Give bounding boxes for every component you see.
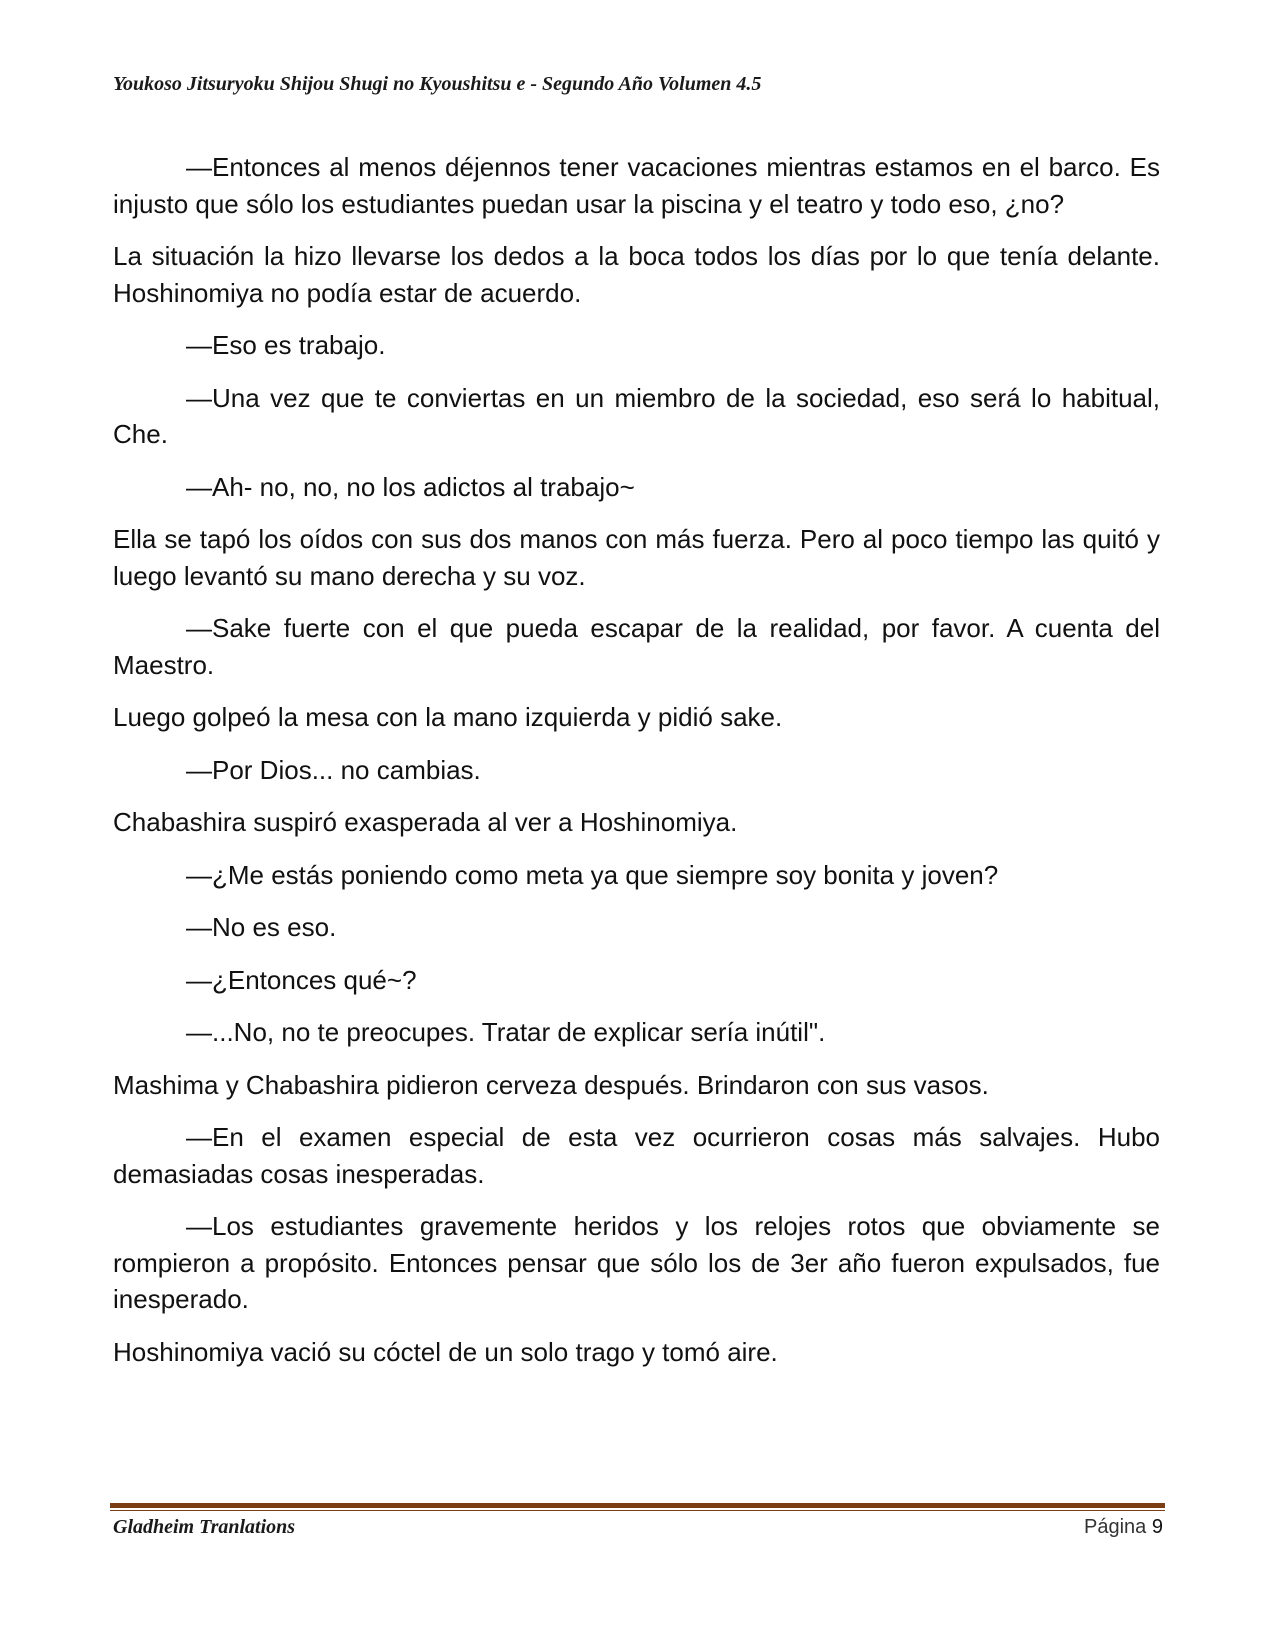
footer-divider <box>110 1503 1165 1511</box>
paragraph-16: —En el examen especial de esta vez ocurrieron cosas más salvajes. Hubo demasiadas cosas inesperadas. <box>113 1122 1160 1189</box>
footer-publisher: Gladheim Tranlations <box>113 1516 296 1538</box>
paragraph-4: —Una vez que te conviertas en un miembro de la sociedad, eso será lo habitual, Che. <box>113 382 1160 449</box>
page-number: 9 <box>1151 1516 1163 1538</box>
paragraph-18: Hoshinomiya vació su cóctel de un solo trago y tomó aire. <box>113 1336 778 1367</box>
paragraph-13: —¿Entonces qué~? <box>186 964 417 995</box>
paragraph-15: Mashima y Chabashira pidieron cerveza después. Brindaron con sus vasos. <box>113 1069 989 1100</box>
paragraph-6: Ella se tapó los oídos con sus dos manos con más fuerza. Pero al poco tiempo las quitó y luego levantó su mano derecha y su voz. <box>113 524 1160 591</box>
body-text <box>113 149 1160 1386</box>
paragraph-3: —Eso es trabajo. <box>186 330 386 360</box>
paragraph-7: —Sake fuerte con el que pueda escapar de la realidad, por favor. A cuenta del Maestro. <box>113 613 1160 680</box>
paragraph-2: La situación la hizo llevarse los dedos a la boca todos los días por lo que tenía delante. Hoshinomiya no podía estar de acuerdo. <box>113 241 1160 308</box>
paragraph-17: —Los estudiantes gravemente heridos y los relojes rotos que obviamente se rompieron a propósito. Entonces pensar que sólo los de 3er año fueron expulsados, fue inesperado. <box>113 1211 1160 1314</box>
paragraph-1: —Entonces al menos déjennos tener vacaciones mientras estamos en el barco. Es injusto que sólo los estudiantes puedan usar la piscina y el teatro y todo eso, ¿no? <box>113 152 1160 219</box>
running-header: Youkoso Jitsuryoku Shijou Shugi no Kyoushitsu e - Segundo Año Volumen 4.5 <box>113 73 762 95</box>
page-label: Página <box>1084 1516 1147 1538</box>
page-indicator <box>1084 1516 1163 1539</box>
paragraph-10: Chabashira suspiró exasperada al ver a Hoshinomiya. <box>113 807 738 837</box>
paragraph-5: —Ah- no, no, no los adictos al trabajo~ <box>186 471 635 502</box>
paragraph-9: —Por Dios... no cambias. <box>186 754 481 785</box>
paragraph-11: —¿Me estás poniendo como meta ya que siempre soy bonita y joven? <box>186 859 999 890</box>
paragraph-14: —...No, no te preocupes. Tratar de explicar sería inútil". <box>186 1017 826 1047</box>
paragraph-12: —No es eso. <box>186 912 337 942</box>
paragraph-8: Luego golpeó la mesa con la mano izquierda y pidió sake. <box>113 702 783 732</box>
